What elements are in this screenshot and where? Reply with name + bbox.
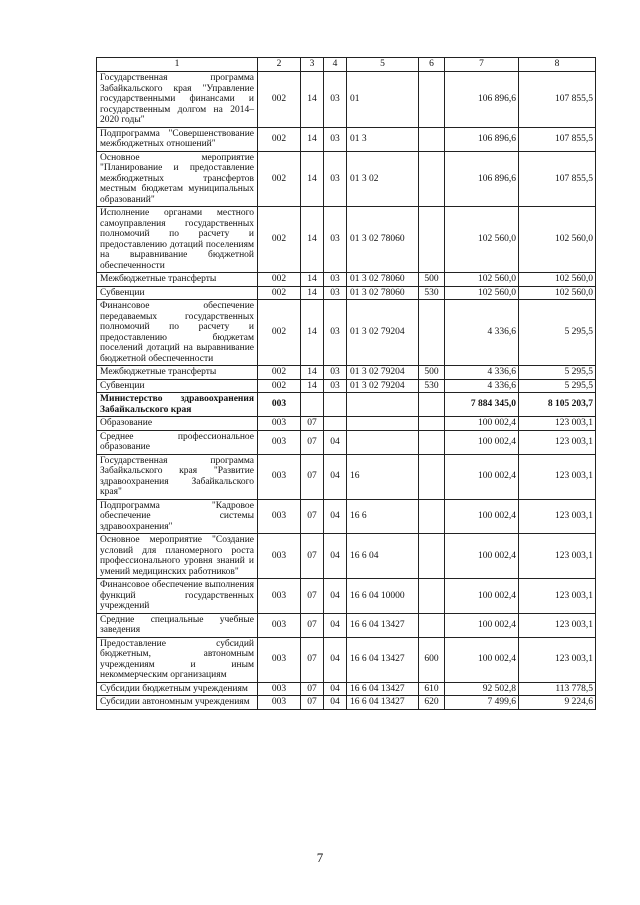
page-number: 7 <box>316 850 324 865</box>
subsection-code-cell: 03 <box>324 151 347 207</box>
section-code-cell: 14 <box>301 379 324 393</box>
section-code-cell: 07 <box>301 454 324 499</box>
amount-year-1-cell: 92 502,8 <box>445 682 519 696</box>
row-name-cell: Финансовое обеспечение выполнения функций государственных учреждений <box>97 579 258 614</box>
column-number-header: 2 <box>258 58 301 72</box>
expense-type-cell: 530 <box>419 379 445 393</box>
table-row <box>97 499 596 534</box>
table-row <box>97 696 596 710</box>
amount-year-1-cell: 7 499,6 <box>445 696 519 710</box>
row-name-cell: Подпрограмма "Кадровое обеспечение системы здравоохранения" <box>97 499 258 534</box>
ministry-code-cell: 003 <box>258 534 301 579</box>
target-article-cell: 16 6 04 13427 <box>347 637 419 682</box>
amount-year-2-cell: 5 295,5 <box>519 379 596 393</box>
row-name-cell: Государственная программа Забайкальского края "Управление государственными финансами и государственным долгом на 2014–2020 годы" <box>97 72 258 128</box>
subsection-code-cell: 04 <box>324 430 347 454</box>
table-row <box>97 430 596 454</box>
expense-type-cell <box>419 430 445 454</box>
amount-year-1-cell: 4 336,6 <box>445 300 519 366</box>
row-name-cell: Субвенции <box>97 286 258 300</box>
ministry-code-cell: 003 <box>258 454 301 499</box>
row-name-cell: Министерство здравоохранения Забайкальского края <box>97 393 258 417</box>
expense-type-cell <box>419 499 445 534</box>
expense-type-cell <box>419 151 445 207</box>
column-number-header: 5 <box>347 58 419 72</box>
target-article-cell: 01 <box>347 72 419 128</box>
section-code-cell: 07 <box>301 613 324 637</box>
subsection-code-cell: 04 <box>324 534 347 579</box>
expense-type-cell <box>419 534 445 579</box>
target-article-cell: 01 3 02 78060 <box>347 286 419 300</box>
amount-year-2-cell: 123 003,1 <box>519 637 596 682</box>
target-article-cell: 16 6 04 <box>347 534 419 579</box>
amount-year-1-cell: 106 896,6 <box>445 151 519 207</box>
target-article-cell: 01 3 02 79204 <box>347 366 419 380</box>
amount-year-1-cell: 106 896,6 <box>445 72 519 128</box>
subsection-code-cell: 03 <box>324 127 347 151</box>
table-row <box>97 579 596 614</box>
target-article-cell: 16 6 <box>347 499 419 534</box>
amount-year-2-cell: 123 003,1 <box>519 499 596 534</box>
amount-year-1-cell: 102 560,0 <box>445 286 519 300</box>
amount-year-2-cell: 9 224,6 <box>519 696 596 710</box>
expense-type-cell <box>419 300 445 366</box>
row-name-cell: Субсидии автономным учреждениям <box>97 696 258 710</box>
row-name-cell: Межбюджетные трансферты <box>97 366 258 380</box>
expense-type-cell <box>419 579 445 614</box>
column-number-header: 1 <box>97 58 258 72</box>
amount-year-1-cell: 4 336,6 <box>445 366 519 380</box>
row-name-cell: Финансовое обеспечение передаваемых государственных полномочий по расчету и предоставлению бюджетам поселений дотаций на выравнивание бюджетной обеспеченности <box>97 300 258 366</box>
amount-year-2-cell: 5 295,5 <box>519 300 596 366</box>
subsection-code-cell: 03 <box>324 366 347 380</box>
section-code-cell: 14 <box>301 127 324 151</box>
subsection-code-cell: 03 <box>324 273 347 287</box>
amount-year-1-cell: 100 002,4 <box>445 499 519 534</box>
expense-type-cell <box>419 393 445 417</box>
table-row <box>97 366 596 380</box>
subsection-code-cell: 04 <box>324 682 347 696</box>
ministry-code-cell: 003 <box>258 613 301 637</box>
row-name-cell: Среднее профессиональное образование <box>97 430 258 454</box>
table-row <box>97 379 596 393</box>
amount-year-2-cell: 123 003,1 <box>519 417 596 431</box>
amount-year-1-cell: 100 002,4 <box>445 417 519 431</box>
subsection-code-cell: 04 <box>324 579 347 614</box>
subsection-code-cell: 04 <box>324 499 347 534</box>
section-code-cell: 14 <box>301 300 324 366</box>
section-code-cell: 07 <box>301 579 324 614</box>
amount-year-2-cell: 107 855,5 <box>519 151 596 207</box>
table-row <box>97 273 596 287</box>
table-row <box>97 417 596 431</box>
amount-year-1-cell: 102 560,0 <box>445 207 519 273</box>
ministry-code-cell: 003 <box>258 579 301 614</box>
row-name-cell: Основное мероприятие "Создание условий для планомерного роста профессионального уровня знаний и умений медицинских работников" <box>97 534 258 579</box>
amount-year-2-cell: 102 560,0 <box>519 273 596 287</box>
row-name-cell: Основное мероприятие "Планирование и предоставление межбюджетных трансфертов местным бюджетам муниципальных образований" <box>97 151 258 207</box>
amount-year-1-cell: 100 002,4 <box>445 579 519 614</box>
table-row <box>97 151 596 207</box>
subsection-code-cell: 03 <box>324 72 347 128</box>
amount-year-2-cell: 102 560,0 <box>519 207 596 273</box>
table-header-row <box>97 58 596 72</box>
section-code-cell: 14 <box>301 366 324 380</box>
ministry-code-cell: 003 <box>258 430 301 454</box>
table-row <box>97 300 596 366</box>
subsection-code-cell: 04 <box>324 696 347 710</box>
column-number-header: 3 <box>301 58 324 72</box>
amount-year-1-cell: 4 336,6 <box>445 379 519 393</box>
table-row <box>97 286 596 300</box>
subsection-code-cell: 04 <box>324 637 347 682</box>
ministry-code-cell: 003 <box>258 637 301 682</box>
expense-type-cell: 600 <box>419 637 445 682</box>
expense-type-cell <box>419 417 445 431</box>
amount-year-1-cell: 100 002,4 <box>445 637 519 682</box>
amount-year-2-cell: 113 778,5 <box>519 682 596 696</box>
table-row <box>97 72 596 128</box>
target-article-cell: 16 6 04 13427 <box>347 682 419 696</box>
ministry-code-cell: 003 <box>258 393 301 417</box>
expense-type-cell <box>419 127 445 151</box>
column-number-header: 8 <box>519 58 596 72</box>
column-number-header: 7 <box>445 58 519 72</box>
ministry-code-cell: 002 <box>258 379 301 393</box>
row-name-cell: Государственная программа Забайкальского края "Развитие здравоохранения Забайкальского края" <box>97 454 258 499</box>
amount-year-1-cell: 7 884 345,0 <box>445 393 519 417</box>
target-article-cell: 01 3 02 78060 <box>347 273 419 287</box>
row-name-cell: Субсидии бюджетным учреждениям <box>97 682 258 696</box>
row-name-cell: Средние специальные учебные заведения <box>97 613 258 637</box>
subsection-code-cell: 03 <box>324 286 347 300</box>
amount-year-2-cell: 123 003,1 <box>519 579 596 614</box>
expense-type-cell <box>419 454 445 499</box>
target-article-cell: 01 3 <box>347 127 419 151</box>
target-article-cell <box>347 417 419 431</box>
table-row <box>97 534 596 579</box>
table-row <box>97 613 596 637</box>
target-article-cell: 01 3 02 79204 <box>347 379 419 393</box>
ministry-code-cell: 003 <box>258 682 301 696</box>
amount-year-1-cell: 100 002,4 <box>445 534 519 579</box>
section-code-cell: 14 <box>301 286 324 300</box>
amount-year-2-cell: 123 003,1 <box>519 534 596 579</box>
row-name-cell: Подпрограмма "Совершенствование межбюджетных отношений" <box>97 127 258 151</box>
ministry-code-cell: 002 <box>258 207 301 273</box>
section-code-cell <box>301 393 324 417</box>
section-code-cell: 07 <box>301 499 324 534</box>
table-row <box>97 207 596 273</box>
section-code-cell: 07 <box>301 417 324 431</box>
table-row <box>97 637 596 682</box>
ministry-code-cell: 002 <box>258 273 301 287</box>
ministry-code-cell: 003 <box>258 499 301 534</box>
section-code-cell: 14 <box>301 72 324 128</box>
section-code-cell: 07 <box>301 637 324 682</box>
section-code-cell: 14 <box>301 207 324 273</box>
amount-year-1-cell: 106 896,6 <box>445 127 519 151</box>
section-code-cell: 14 <box>301 151 324 207</box>
target-article-cell: 16 6 04 13427 <box>347 613 419 637</box>
target-article-cell: 01 3 02 <box>347 151 419 207</box>
column-number-header: 4 <box>324 58 347 72</box>
table-row <box>97 682 596 696</box>
column-number-header: 6 <box>419 58 445 72</box>
expense-type-cell: 500 <box>419 273 445 287</box>
row-name-cell: Образование <box>97 417 258 431</box>
amount-year-1-cell: 102 560,0 <box>445 273 519 287</box>
row-name-cell: Межбюджетные трансферты <box>97 273 258 287</box>
ministry-code-cell: 002 <box>258 151 301 207</box>
amount-year-2-cell: 8 105 203,7 <box>519 393 596 417</box>
section-code-cell: 14 <box>301 273 324 287</box>
table-row <box>97 454 596 499</box>
amount-year-2-cell: 107 855,5 <box>519 72 596 128</box>
row-name-cell: Субвенции <box>97 379 258 393</box>
subsection-code-cell: 03 <box>324 300 347 366</box>
expense-type-cell <box>419 207 445 273</box>
ministry-code-cell: 002 <box>258 72 301 128</box>
subsection-code-cell: 04 <box>324 613 347 637</box>
section-code-cell: 07 <box>301 682 324 696</box>
ministry-code-cell: 003 <box>258 696 301 710</box>
expense-type-cell: 500 <box>419 366 445 380</box>
amount-year-2-cell: 107 855,5 <box>519 127 596 151</box>
expense-type-cell: 530 <box>419 286 445 300</box>
subsection-code-cell: 03 <box>324 379 347 393</box>
target-article-cell: 16 6 04 10000 <box>347 579 419 614</box>
row-name-cell: Предоставление субсидий бюджетным, автономным учреждениям и иным некоммерческим организациям <box>97 637 258 682</box>
target-article-cell: 16 <box>347 454 419 499</box>
amount-year-2-cell: 123 003,1 <box>519 454 596 499</box>
target-article-cell: 01 3 02 79204 <box>347 300 419 366</box>
ministry-code-cell: 002 <box>258 300 301 366</box>
expense-type-cell <box>419 613 445 637</box>
budget-table <box>96 57 596 710</box>
amount-year-2-cell: 123 003,1 <box>519 613 596 637</box>
amount-year-1-cell: 100 002,4 <box>445 613 519 637</box>
amount-year-2-cell: 123 003,1 <box>519 430 596 454</box>
table-row <box>97 393 596 417</box>
ministry-code-cell: 002 <box>258 127 301 151</box>
ministry-code-cell: 002 <box>258 366 301 380</box>
section-code-cell: 07 <box>301 696 324 710</box>
amount-year-1-cell: 100 002,4 <box>445 430 519 454</box>
ministry-code-cell: 003 <box>258 417 301 431</box>
target-article-cell <box>347 430 419 454</box>
row-name-cell: Исполнение органами местного самоуправления государственных полномочий по расчету и предоставлению дотаций поселениям на выравнивание бюджетной обеспеченности <box>97 207 258 273</box>
subsection-code-cell: 03 <box>324 207 347 273</box>
section-code-cell: 07 <box>301 430 324 454</box>
subsection-code-cell: 04 <box>324 454 347 499</box>
target-article-cell <box>347 393 419 417</box>
expense-type-cell: 610 <box>419 682 445 696</box>
subsection-code-cell <box>324 393 347 417</box>
amount-year-2-cell: 5 295,5 <box>519 366 596 380</box>
subsection-code-cell <box>324 417 347 431</box>
ministry-code-cell: 002 <box>258 286 301 300</box>
amount-year-2-cell: 102 560,0 <box>519 286 596 300</box>
amount-year-1-cell: 100 002,4 <box>445 454 519 499</box>
table-row <box>97 127 596 151</box>
expense-type-cell <box>419 72 445 128</box>
expense-type-cell: 620 <box>419 696 445 710</box>
section-code-cell: 07 <box>301 534 324 579</box>
target-article-cell: 16 6 04 13427 <box>347 696 419 710</box>
target-article-cell: 01 3 02 78060 <box>347 207 419 273</box>
